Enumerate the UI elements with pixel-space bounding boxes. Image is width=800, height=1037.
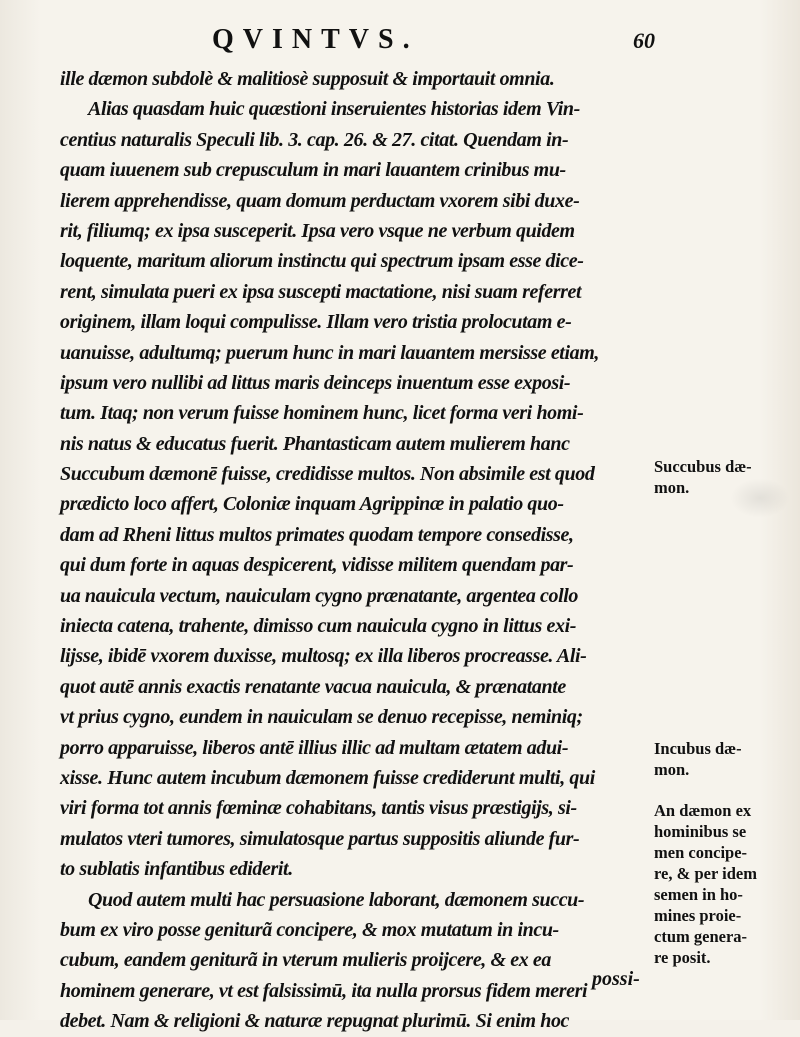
margin-note-line: mon. — [654, 760, 690, 779]
text-line: mulatos vteri tumores, simulatosque partus suppositis aliunde fur- — [60, 827, 580, 850]
text-line: debet. Nam & religioni & naturæ repugnat plurimū. Si enim hoc — [60, 1010, 570, 1033]
text-line: porro apparuisse, liberos antē illius illic ad multam ætatem adui- — [60, 736, 569, 759]
text-line: qui dum forte in aquas despicerent, vidisse militem quendam par- — [60, 554, 574, 577]
text-line: quam iuuenem sub crepusculum in mari lauantem crinibus mu- — [60, 159, 566, 182]
running-title: QVINTVS. — [212, 24, 419, 55]
text-line: dam ad Rheni littus multos primates quodam tempore consedisse, — [60, 523, 574, 546]
text-line: rent, simulata pueri ex ipsa suscepti mactatione, nisi suam referret — [60, 280, 582, 303]
text-line: iniecta catena, trahente, dimisso cum nauicula cygno in littus exi- — [60, 615, 577, 638]
margin-note-line: mines proie- — [654, 906, 742, 925]
margin-note-line: hominibus se — [654, 822, 747, 841]
text-line: xisse. Hunc autem incubum dæmonem fuisse crediderunt multi, qui — [60, 766, 595, 789]
page-number: 60 — [633, 28, 655, 53]
text-line: uanuisse, adultumq; puerum hunc in mari lauantem mersisse etiam, — [60, 341, 599, 364]
text-line: ille dæmon subdolè & malitiosè supposuit & importauit omnia. — [60, 68, 555, 90]
text-line: tum. Itaq; non verum fuisse hominem hunc, licet forma veri homi- — [60, 402, 584, 425]
text-line: originem, illam loqui compulisse. Illam vero tristia prolocutam e- — [60, 311, 572, 334]
text-line: cubum, eandem geniturã in vterum mulieris proijcere, & ex ea — [60, 949, 552, 972]
margin-note-line: men concipe- — [654, 843, 748, 862]
margin-note-incubus — [654, 738, 794, 780]
text-line: viri forma tot annis fœminæ cohabitans, tantis visus præstigijs, si- — [60, 797, 577, 820]
text-line: vt prius cygno, eundem in nauiculam se denuo recepisse, neminiq; — [60, 706, 583, 729]
text-line: Alias quasdam huic quæstioni inseruientes historias idem Vin- — [88, 98, 580, 121]
text-line: centius naturalis Speculi lib. 3. cap. 26. & 27. citat. Quendam in- — [60, 128, 569, 151]
main-text-block — [60, 64, 660, 1037]
text-line: lijsse, ibidē vxorem duxisse, multosq; ex illa liberos procreasse. Ali- — [60, 645, 587, 668]
margin-note-line: re, & per idem — [654, 864, 757, 883]
text-line: ipsum vero nullibi ad littus maris deinceps inuentum esse exposi- — [60, 371, 571, 394]
text-line: loquente, maritum aliorum instinctu qui spectrum ipsam esse dice- — [60, 250, 584, 273]
margin-note-line: Incubus dæ- — [654, 739, 742, 758]
margin-note-line: semen in ho- — [654, 885, 743, 904]
text-line: Quod autem multi hac persuasione laborant, dæmonem succu- — [88, 888, 585, 911]
text-line: prædicto loco affert, Coloniæ inquam Agrippinæ in palatio quo- — [60, 493, 564, 516]
text-line: nis natus & educatus fuerit. Phantasticam autem mulierem hanc — [60, 432, 570, 455]
text-line: quot autē annis exactis renatante vacua nauicula, & prænatante — [60, 675, 566, 698]
margin-note-line: ctum genera- — [654, 927, 748, 946]
margin-note-question — [654, 800, 794, 968]
margin-note-line: re posit. — [654, 948, 711, 967]
text-line: lierem apprehendisse, quam domum perductam vxorem sibi duxe- — [60, 189, 580, 212]
margin-note-line: An dæmon ex — [654, 801, 752, 820]
text-line: ua nauicula vectum, nauiculam cygno prænatante, argentea collo — [60, 584, 579, 607]
margin-note-line: Succubus dæ- — [654, 457, 752, 476]
page-header — [60, 24, 660, 54]
catchword: possi- — [592, 968, 640, 990]
text-line: to sublatis infantibus ediderit. — [60, 858, 293, 881]
text-line: bum ex viro posse geniturã concipere, & mox mutatum in incu- — [60, 918, 559, 941]
bleed-through-stain — [730, 478, 790, 518]
text-line: rit, filiumq; ex ipsa susceperit. Ipsa vero vsque ne verbum quidem — [60, 219, 575, 242]
margin-note-line: mon. — [654, 478, 690, 497]
text-line: Succubum dæmonē fuisse, credidisse multos. Non absimile est quod — [60, 463, 595, 486]
text-line: hominem generare, vt est falsissimū, ita nulla prorsus fidem mereri — [60, 979, 588, 1002]
